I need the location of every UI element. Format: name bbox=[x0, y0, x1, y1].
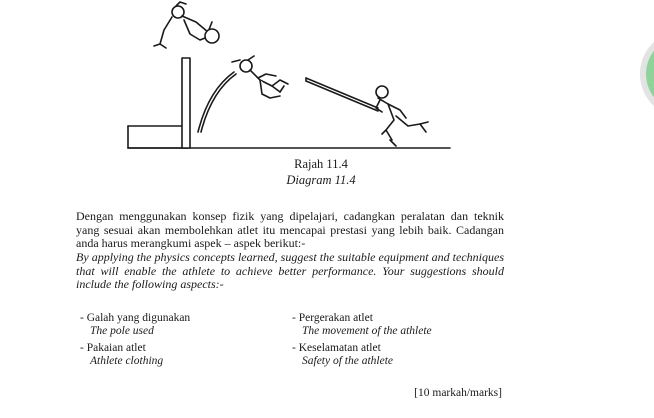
aspect-malay: - Galah yang digunakan bbox=[80, 312, 191, 324]
aspect-malay: - Pergerakan atlet bbox=[292, 312, 373, 324]
question-paragraph-english: By applying the physics concepts learned, suggest the suitable equipment and techniques that will enable the athlete to achieve better performance. Your suggestions should include the following aspects:- bbox=[76, 250, 504, 292]
bar-post bbox=[182, 58, 190, 148]
figure-caption-english: Diagram 11.4 bbox=[286, 173, 356, 187]
athlete-running bbox=[376, 86, 428, 146]
aspect-item-clothing bbox=[80, 342, 290, 369]
carried-pole bbox=[306, 78, 378, 108]
question-paragraph-malay: Dengan menggunakan konsep fizik yang dipelajari, cadangkan peralatan dan teknik yang sesuai akan membolehkan atlet itu mencapai prestasi yang lebih baik. Cadangan anda harus merangkumi aspek – aspek berikut:- bbox=[76, 209, 504, 251]
landing-mat bbox=[128, 126, 186, 148]
athlete-vaulting bbox=[232, 56, 288, 98]
aspect-item-safety bbox=[292, 342, 502, 369]
aspect-english: Safety of the athlete bbox=[302, 355, 394, 368]
aspect-malay: - Pakaian atlet bbox=[80, 342, 146, 354]
aspect-english: The movement of the athlete bbox=[302, 325, 432, 338]
aspect-english: Athlete clothing bbox=[90, 355, 164, 368]
aspect-english: The pole used bbox=[90, 325, 154, 338]
pole-vault-illustration bbox=[120, 0, 470, 158]
marks-label: [10 markah/marks] bbox=[414, 387, 502, 399]
aspect-item-movement bbox=[292, 312, 502, 339]
athlete-clearing-bar bbox=[154, 2, 219, 48]
figure-caption-malay: Rajah 11.4 bbox=[294, 157, 348, 171]
aspects-list bbox=[80, 312, 510, 372]
green-badge-icon bbox=[636, 28, 654, 120]
aspect-item-pole bbox=[80, 312, 290, 339]
aspect-malay: - Keselamatan atlet bbox=[292, 342, 381, 354]
